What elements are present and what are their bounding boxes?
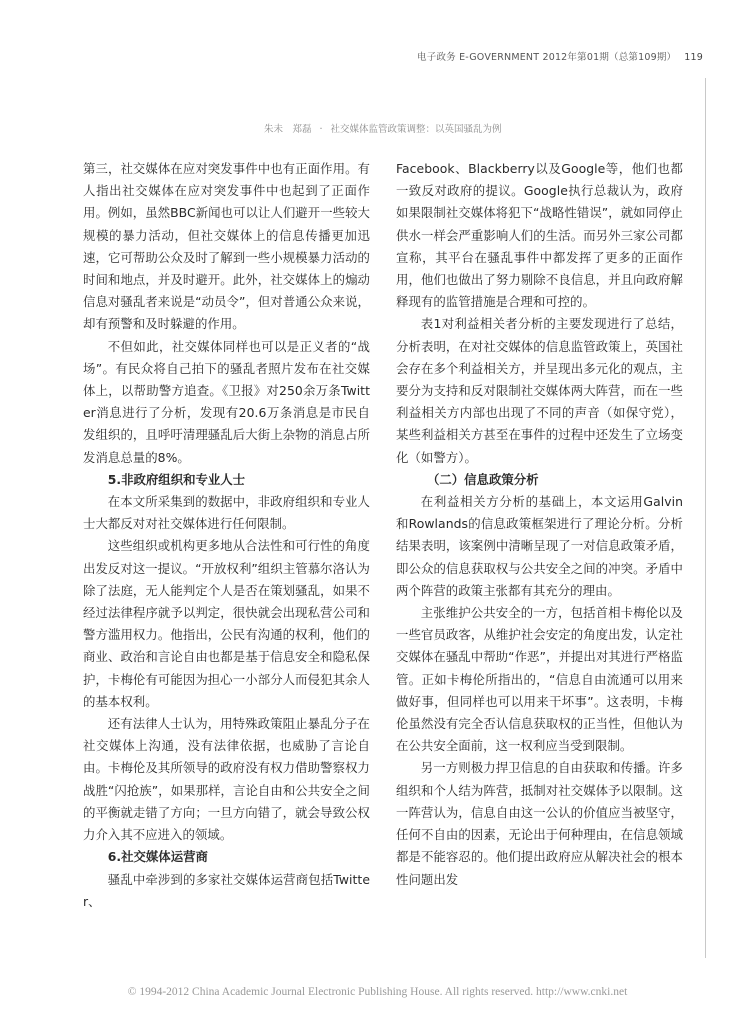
paragraph: 不但如此，社交媒体同样也可以是正义者的“战场”。有民众将自己拍下的骚乱者照片发布在社交媒体上，以帮助警方追查。《卫报》对250余万条Twitter消息进行了分析，发现有20.6万条消息是市民自发组织的，且呼吁清理骚乱后大街上杂物的消息占所发消息总量的8%。 [83,338,370,465]
paragraph: 另一方则极力捍卫信息的自由获取和传播。许多组织和个人结为阵营，抵制对社交媒体予以限制。这一阵营认为，信息自由这一公认的价值应当被坚守，任何不自由的因素，无论出于何种理由，在信息领域都是不能容忍的。他们提出政府应从解决社会的根本性问题出发 [396,760,683,887]
separator-dot: · [319,124,323,135]
paragraph: 表1对利益相关者分析的主要发现进行了总结，分析表明，在对社交媒体的信息监管政策上，英国社会存在多个利益相关方，并呈现出多元化的观点，主要分为支持和反对限制社交媒体两大阵营，而在一些利益相关方内部也出现了不同的声音（如保守党），某些利益相关方甚至在事件的过程中还发生了立场变化（如警方）。 [396,316,683,465]
right-column [396,158,683,891]
paragraph: 主张维护公共安全的一方，包括首相卡梅伦以及一些官员政客，从维护社会安定的角度出发，认定社交媒体在骚乱中帮助“作恶”，并提出对其进行严格监管。正如卡梅伦所指出的，“信息自由流通可以用来做好事，但同样也可以用来干坏事”。这表明，卡梅伦虽然没有完全否认信息获取权的正当性，但他认为在公共安全面前，这一权利应当受到限制。 [396,605,683,754]
page-number: 119 [684,52,703,63]
paragraph: 第三，社交媒体在应对突发事件中也有正面作用。有人指出社交媒体在应对突发事件中也起到了正面作用。例如，虽然BBC新闻也可以让人们避开一些较大规模的暴力活动，但社交媒体上的信息传播更加迅速，它可帮助公众及时了解到一些小规模暴力活动的时间和地点，并及时避开。此外，社交媒体上的煽动信息对骚乱者来说是“动员令”，但对普通公众来说，却有预警和及时躲避的作用。 [83,161,370,332]
left-column [83,158,370,913]
paragraph: 骚乱中牵涉到的多家社交媒体运营商包括Twitter、 [83,871,370,909]
section-heading: 5.非政府组织和专业人士 [107,471,246,487]
paragraph: Facebook、Blackberry以及Google等，他们也都一致反对政府的提议。Google执行总裁认为，政府如果限制社交媒体将犯下“战略性错误”，就如同停止供水一样会严重影响人们的生活。而另外三家公司都宣称，其平台在骚乱事件中都发挥了更多的正面作用，他们也做出了努力剔除不良信息，并且向政府解释现有的监管措施是合理和可控的。 [396,161,683,310]
article-short-title: 社交媒体监管政策调整：以英国骚乱为例 [330,124,502,135]
section-heading: （二）信息政策分析 [427,471,539,487]
article-authors: 朱未 郑磊 [264,124,312,135]
paragraph: 这些组织或机构更多地从合法性和可行性的角度出发反对这一提议。“开放权利”组织主管慕尔洛认为除了法庭，无人能判定个人是否在策划骚乱，如果不经过法律程序就予以判定，很快就会出现私营公司和警方滥用权力。他指出，公民有沟通的权利，他们的商业、政治和言论自由也都是基于信息安全和隐私保护，卡梅伦有可能因为担心一小部分人而侵犯其余人的基本权利。 [83,538,370,709]
running-head [417,49,703,63]
vertical-rule [705,78,706,958]
journal-info: 电子政务 E-GOVERNMENT 2012年第01期（总第109期） [417,52,677,63]
article-subheader [264,121,502,135]
section-heading: 6.社交媒体运营商 [107,849,208,865]
paragraph: 还有法律人士认为，用特殊政策阻止暴乱分子在社交媒体上沟通，没有法律依据，也威胁了言论自由。卡梅伦及其所领导的政府没有权力借助警察权力战胜“闪抢族”，如果那样，言论自由和公共安全之间的平衡就走错了方向；一旦方向错了，就会导致公权力介入其不应进入的领域。 [83,716,370,843]
paragraph: 在本文所采集到的数据中，非政府组织和专业人士大都反对对社交媒体进行任何限制。 [83,494,370,532]
copyright-footer: © 1994-2012 China Academic Journal Electronic Publishing House. All rights reserved. http://www.cnki.net [127,986,628,998]
paragraph: 在利益相关方分析的基础上，本文运用Galvin和Rowlands的信息政策框架进行了理论分析。分析结果表明，该案例中清晰呈现了一对信息政策矛盾，即公众的信息获取权与公共安全之间的冲突。矛盾中两个阵营的政策主张都有其充分的理由。 [396,494,683,598]
